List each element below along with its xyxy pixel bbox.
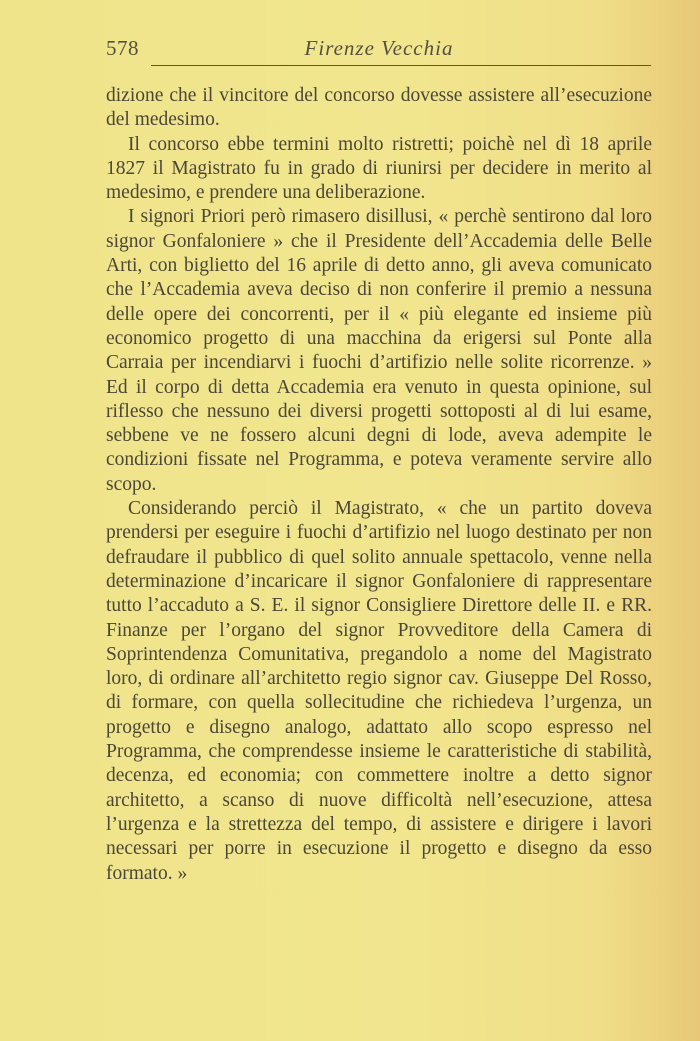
running-title: Firenze Vecchia: [304, 36, 454, 60]
header-rule: [151, 65, 651, 66]
running-head: [106, 36, 652, 66]
page-number: 578: [106, 36, 139, 60]
paragraph-concorso: Il concorso ebbe termini molto ristretti; poichè nel dì 18 aprile 1827 il Magistrato fu in grado di riunirsi per decidere in merito al medesimo, e prendere una deliberazione.: [106, 133, 652, 204]
paragraph-priori: I signori Priori però rimasero disillusi, « perchè sentirono dal loro signor Gonfaloniere » che il Presidente dell’Accademia delle Belle Arti, con biglietto del 16 aprile di detto anno, gli aveva comunicato che l’Accademia aveva deciso di non conferire il premio a nessuna delle opere dei concorrenti, per il « più elegante ed insieme più economico progetto di una macchina da erigersi sul Ponte alla Carraia per incendiarvi i fuochi d’artifizio nelle solite ricorrenze. » Ed il corpo di detta Accademia era venuto in questa opinione, sul riflesso che nessuno dei diversi progetti sottoposti al di lui esame, sebbene ve ne fossero alcuni degni di lode, aveva adempite le condizioni fissate nel Programma, e poteva veramente servire allo scopo.: [106, 206, 652, 495]
body-text: [106, 84, 652, 886]
paragraph-continuation: dizione che il vincitore del concorso dovesse assistere all’esecuzione del medesimo.: [106, 85, 652, 131]
paragraph-magistrato: Considerando perciò il Magistrato, « che un partito doveva prendersi per eseguire i fuochi d’artifizio nel luogo destinato per non defraudare il pubblico di quel solito annuale spettacolo, venne nella determinazione d’incaricare il signor Gonfaloniere di rappresentare tutto l’accaduto a S. E. il signor Consigliere Direttore delle II. e RR. Finanze per l’organo del signor Provveditore della Camera di Soprintendenza Comunitativa, pregandolo a nome del Magistrato loro, di ordinare all’architetto regio signor cav. Giuseppe Del Rosso, di formare, con quella sollecitudine che richiedeva l’urgenza, un progetto e disegno analogo, adattato allo scopo espresso nel Programma, che comprendesse insieme le caratteristiche di stabilità, decenza, ed economia; con commettere inoltre a detto signor architetto, a scanso di nuove difficoltà nell’esecuzione, attesa l’urgenza e la strettezza del tempo, di assistere e dirigere i lavori necessari per porre in esecuzione il progetto e disegno da esso formato. »: [106, 498, 652, 884]
